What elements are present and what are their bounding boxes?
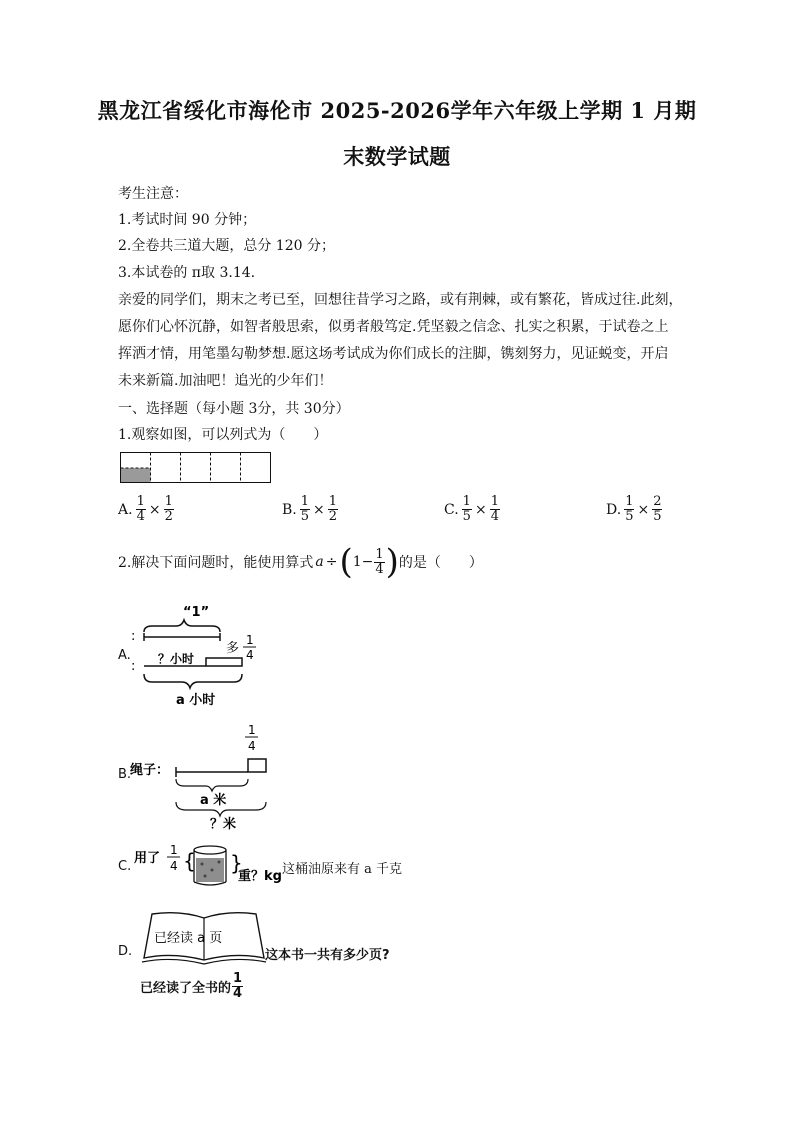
fraction: $\frac{1}{2}$ [328,494,338,524]
q1-shaded-cell [121,468,151,483]
intro-line-4: 未来新篇.加油吧！追光的少年们！ [118,373,333,389]
svg-text:重？kg: 重？kg [238,869,282,884]
fraction: $\frac{1}{4}$ [233,971,243,1001]
svg-text:绳子：: 绳子： [130,763,170,778]
q1-text: 1.观察如图，可以列式为（ ） [118,427,328,443]
svg-text:a 米: a 米 [200,793,227,808]
fraction: $\frac{1}{5}$ [300,494,310,524]
fraction: $\frac{1}{4}$ [490,494,499,524]
q1-option-d[interactable]: D. $\frac{1}{5}$ × $\frac{2}{5}$ [606,494,662,524]
q2-option-c-caption: 这桶油原来有 a 千克 [282,862,403,877]
q1-grid-figure [120,452,273,484]
svg-text:已经读 a 页: 已经读 a 页 [154,931,223,946]
q2-option-d-read-part: 已经读了全书的 $\frac{1}{4}$ [140,971,243,1001]
section-heading: 一、选择题（每小题 3分，共 30分） [118,401,350,417]
svg-text:“1”: “1” [183,605,210,620]
svg-text:？米: ？米 [210,817,237,832]
q1-option-b[interactable]: B. $\frac{1}{5}$ × $\frac{1}{2}$ [282,494,338,524]
intro-line-3: 挥洒才情，用笔墨勾勒梦想.愿这场考试成为你们成长的注脚，镌刻努力，见证蜕变，开启 [118,346,669,362]
svg-text:用了: 用了 [134,851,161,866]
fraction: $\frac{2}{5}$ [653,494,662,524]
svg-text::: : [131,629,136,644]
svg-text:？小时: ？小时 [158,652,195,666]
notice-heading: 考生注意： [118,186,188,202]
svg-text:1: 1 [170,843,178,857]
svg-text::: : [131,659,136,674]
svg-text:1: 1 [246,633,254,647]
oil-barrel-icon [194,846,226,885]
q2-option-d-label[interactable]: D. [118,944,133,959]
q2-option-a-diagram [128,600,268,712]
q2-option-c-label[interactable]: C. [118,859,132,874]
page-title-line1: 黑龙江省绥化市海伦市 2025-2026学年六年级上学期 1 月期 [97,98,697,123]
notice-item-2: 2.全卷共三道大题，总分 120 分； [118,238,335,254]
svg-text:a 小时: a 小时 [176,693,216,708]
q2-option-a-label[interactable]: A. [118,648,131,663]
notice-item-1: 1.考试时间 90 分钟； [118,212,257,228]
intro-line-2: 愿你们心怀沉静，如智者般思索，似勇者般笃定.凭坚毅之信念、扎实之积累，于试卷之上 [118,319,669,335]
notice-item-3: 3.本试卷的 π取 3.14. [118,265,256,281]
fraction: $\frac{1}{5}$ [625,494,634,524]
q2-option-d-caption: 这本书一共有多少页? [265,948,390,963]
svg-text:{: { [183,849,196,873]
q2-option-d-diagram [140,908,268,968]
q2-option-b-label[interactable]: B. [118,767,132,782]
page-title-line2: 末数学试题 [343,144,451,169]
fraction: $\frac{1}{4}$ [375,546,384,577]
svg-text:4: 4 [246,648,254,662]
q2-text: 2.解决下面问题时，能使用算式 a ÷ ( 1− $\frac{1}{4}$ ) 的是（ ） [118,542,483,582]
svg-text:}: } [230,851,243,875]
q2-option-b-diagram [130,722,280,832]
q1-option-c[interactable]: C. $\frac{1}{5}$ × $\frac{1}{4}$ [444,494,499,524]
svg-text:1: 1 [248,723,256,737]
q2-option-c-diagram [134,840,294,890]
svg-text:4: 4 [248,739,256,753]
fraction: $\frac{1}{4}$ [136,494,145,524]
svg-text:多: 多 [226,641,240,656]
fraction: $\frac{1}{2}$ [164,494,173,524]
svg-text:4: 4 [170,859,178,873]
intro-line-1: 亲爱的同学们，期末之考已至，回想往昔学习之路，或有荆棘，或有繁花，皆成过往.此刻， [118,292,683,308]
fraction: $\frac{1}{5}$ [462,494,471,524]
q1-option-a[interactable]: A. $\frac{1}{4}$ × $\frac{1}{2}$ [118,494,173,524]
